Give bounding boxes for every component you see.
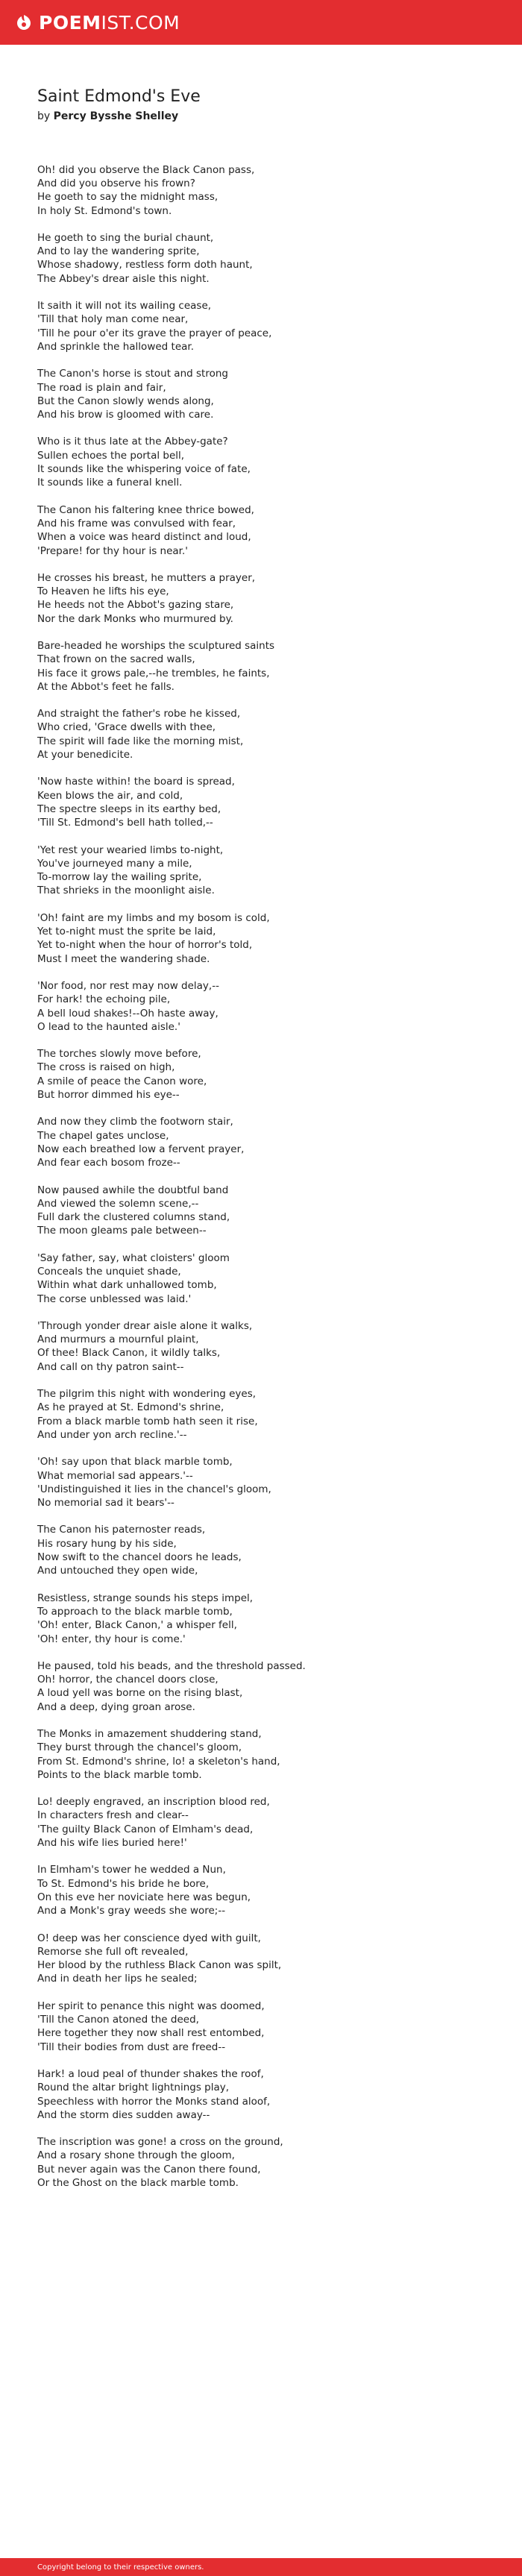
poem-line: Now paused awhile the doubtful band: [37, 1184, 229, 1196]
poem-line: The spectre sleeps in its earthy bed,: [37, 802, 221, 815]
poem-line: And murmurs a mournful plaint,: [37, 1333, 199, 1346]
poem-line: That frown on the sacred walls,: [37, 653, 195, 666]
poem-line: From a black marble tomb hath seen it rise,: [37, 1415, 258, 1427]
poem-stanza: [37, 707, 485, 761]
poem-line: And sprinkle the hallowed tear.: [37, 340, 194, 353]
poem-stanza: [37, 2135, 485, 2190]
poem-line: You've journeyed many a mile,: [37, 857, 192, 870]
poem-line: That shrieks in the moonlight aisle.: [37, 885, 215, 897]
poem-line: It sounds like a funeral knell.: [37, 477, 183, 489]
poem-line: 'Undistinguished it lies in the chancel's gloom,: [37, 1483, 271, 1495]
poem-line: Resistless, strange sounds his steps impel,: [37, 1592, 254, 1604]
poem-line: Oh! horror, the chancel doors close,: [37, 1674, 218, 1686]
poem-stanza: [37, 1592, 485, 1646]
poem-line: And a deep, dying groan arose.: [37, 1700, 195, 1713]
poem-stanza: [37, 1184, 485, 1238]
poem-line: To approach to the black marble tomb,: [37, 1605, 233, 1618]
poem-line: The cross is raised on high,: [37, 1061, 175, 1074]
poem-body: [37, 163, 485, 2190]
poem-line: Who cried, 'Grace dwells with thee,: [37, 721, 216, 734]
poem-line: What memorial sad appears.'--: [37, 1469, 193, 1482]
poem-line: His face it grows pale,--he trembles, he faints,: [37, 667, 270, 679]
poem-stanza: [37, 231, 485, 286]
poem-stanza: [37, 1455, 485, 1510]
poem-line: He paused, told his beads, and the threshold passed.: [37, 1659, 306, 1672]
poem-line: And straight the father's robe he kissed,: [37, 708, 241, 720]
poem-line: Her blood by the ruthless Black Canon was spilt,: [37, 1959, 282, 1972]
poem-stanza: [37, 1387, 485, 1442]
poem-line: O! deep was her conscience dyed with guilt,: [37, 1932, 261, 1944]
poem-line: Hark! a loud peal of thunder shakes the roof,: [37, 2067, 264, 2080]
poem-line: From St. Edmond's shrine, lo! a skeleton's hand,: [37, 1755, 280, 1768]
poem-content: [0, 45, 522, 2225]
poem-line: Or the Ghost on the black marble tomb.: [37, 2177, 239, 2190]
poem-line: And a Monk's gray weeds she wore;--: [37, 1905, 226, 1917]
poem-line: O lead to the haunted aisle.': [37, 1020, 180, 1033]
poem-line: The corse unblessed was laid.': [37, 1292, 192, 1305]
poem-line: And in death her lips he sealed;: [37, 1973, 198, 1985]
poem-line: Remorse she full oft revealed,: [37, 1945, 189, 1958]
by-label: by: [37, 110, 51, 122]
poem-stanza: [37, 1795, 485, 1850]
poem-line: At the Abbot's feet he falls.: [37, 680, 174, 693]
poem-line: Of thee! Black Canon, it wildly talks,: [37, 1347, 221, 1360]
poem-stanza: [37, 844, 485, 898]
poem-line: And his frame was convulsed with fear,: [37, 517, 236, 530]
site-logo[interactable]: [15, 13, 180, 32]
poem-line: And a rosary shone through the gloom,: [37, 2149, 235, 2162]
poem-line: It saith it will not its wailing cease,: [37, 300, 212, 312]
poem-line: 'Say father, say, what cloisters' gloom: [37, 1251, 230, 1264]
poem-line: The Abbey's drear aisle this night.: [37, 272, 210, 285]
poem-line: His rosary hung by his side,: [37, 1537, 177, 1550]
poem-line: Now each breathed low a fervent prayer,: [37, 1143, 245, 1155]
poem-line: Full dark the clustered columns stand,: [37, 1211, 230, 1224]
poem-line: But the Canon slowly wends along,: [37, 395, 214, 407]
poem-line: The chapel gates unclose,: [37, 1129, 169, 1142]
poem-line: Sullen echoes the portal bell,: [37, 449, 185, 462]
poem-line: 'Till their bodies from dust are freed--: [37, 2041, 226, 2053]
poem-line: Lo! deeply engraved, an inscription blood red,: [37, 1796, 270, 1809]
poem-line: On this eve her noviciate here was begun,: [37, 1891, 251, 1903]
site-footer: [0, 2558, 522, 2576]
poem-line: And the storm dies sudden away--: [37, 2108, 210, 2121]
poem-line: Whose shadowy, restless form doth haunt,: [37, 259, 253, 271]
poem-line: Within what dark unhallowed tomb,: [37, 1279, 217, 1292]
poem-line: Yet to-night must the sprite be laid,: [37, 926, 216, 938]
poem-line: He heeds not the Abbot's gazing stare,: [37, 599, 234, 612]
poem-line: When a voice was heard distinct and loud,: [37, 531, 251, 544]
poem-line: 'Till that holy man come near,: [37, 313, 189, 326]
poem-author[interactable]: Percy Bysshe Shelley: [53, 110, 179, 122]
poem-line: The road is plain and fair,: [37, 381, 166, 394]
poem-stanza: [37, 1319, 485, 1374]
poem-line: To St. Edmond's his bride he bore,: [37, 1877, 210, 1890]
poem-line: In characters fresh and clear--: [37, 1809, 189, 1822]
poem-line: And to lay the wandering sprite,: [37, 245, 200, 258]
poem-line: 'Till the Canon atoned the deed,: [37, 2014, 199, 2026]
poem-line: And untouched they open wide,: [37, 1565, 198, 1577]
poem-stanza: [37, 503, 485, 558]
poem-line: A loud yell was borne on the rising blast,: [37, 1687, 243, 1700]
poem-stanza: [37, 911, 485, 966]
poem-line: Here together they now shall rest entombed,: [37, 2027, 265, 2040]
poem-line: In Elmham's tower he wedded a Nun,: [37, 1864, 226, 1876]
poem-stanza: [37, 1047, 485, 1102]
poem-line: And viewed the solemn scene,--: [37, 1197, 199, 1210]
poem-stanza: [37, 435, 485, 489]
poem-line: The moon gleams pale between--: [37, 1225, 207, 1237]
logo-text-bold: POEM: [39, 11, 101, 34]
poem-line: The Canon his faltering knee thrice bowed,: [37, 503, 254, 516]
poem-byline: [37, 110, 485, 123]
poem-line: The inscription was gone! a cross on the ground,: [37, 2136, 283, 2149]
poem-line: Round the altar bright lightnings play,: [37, 2082, 230, 2094]
poem-line: Speechless with horror the Monks stand aloof,: [37, 2095, 271, 2108]
poem-line: Now swift to the chancel doors he leads,: [37, 1551, 242, 1564]
poem-line: The pilgrim this night with wondering eyes,: [37, 1388, 257, 1401]
poem-line: 'Yet rest your wearied limbs to-night,: [37, 844, 224, 856]
poem-line: They burst through the chancel's gloom,: [37, 1741, 242, 1754]
poem-stanza: [37, 1932, 485, 1986]
poem-line: And did you observe his frown?: [37, 177, 195, 189]
poem-line: Nor the dark Monks who murmured by.: [37, 612, 233, 625]
poem-stanza: [37, 1523, 485, 1577]
poem-line: He crosses his breast, he mutters a prayer,: [37, 571, 256, 584]
poem-stanza: [37, 163, 485, 218]
poem-stanza: [37, 1863, 485, 1917]
poem-line: To-morrow lay the wailing sprite,: [37, 871, 202, 884]
poem-line: And call on thy patron saint--: [37, 1360, 184, 1373]
poem-line: 'Till St. Edmond's bell hath tolled,--: [37, 817, 213, 829]
poem-line: The Canon's horse is stout and strong: [37, 368, 228, 380]
poem-line: As he prayed at St. Edmond's shrine,: [37, 1401, 224, 1414]
poem-line: Her spirit to penance this night was doomed,: [37, 1999, 265, 2012]
poem-line: Points to the black marble tomb.: [37, 1768, 202, 1781]
poem-line: 'Prepare! for thy hour is near.': [37, 544, 188, 557]
poem-line: Must I meet the wandering shade.: [37, 952, 210, 965]
poem-line: 'Oh! enter, thy hour is come.': [37, 1633, 186, 1645]
poem-stanza: [37, 1659, 485, 1714]
poem-line: 'Through yonder drear aisle alone it walks,: [37, 1319, 253, 1332]
site-header: [0, 0, 522, 45]
poem-line: In holy St. Edmond's town.: [37, 204, 172, 217]
poem-line: At your benedicite.: [37, 749, 133, 761]
poem-line: The Canon his paternoster reads,: [37, 1524, 206, 1536]
poem-line: Who is it thus late at the Abbey-gate?: [37, 436, 228, 448]
poem-line: Conceals the unquiet shade,: [37, 1265, 181, 1278]
poem-line: Bare-headed he worships the sculptured saints: [37, 640, 275, 652]
poem-stanza: [37, 2067, 485, 2122]
poem-line: But never again was the Canon there found,: [37, 2163, 261, 2176]
poemist-logo-icon: [15, 13, 33, 31]
poem-line: Keen blows the air, and cold,: [37, 789, 183, 802]
poem-title: Saint Edmond's Eve: [37, 87, 201, 106]
poem-line: No memorial sad it bears'--: [37, 1497, 174, 1510]
poem-line: Yet to-night when the hour of horror's told,: [37, 939, 253, 952]
poem-line: The Monks in amazement shuddering stand,: [37, 1728, 262, 1740]
poem-line: 'Till he pour o'er its grave the prayer of peace,: [37, 327, 272, 339]
poem-stanza: [37, 1115, 485, 1169]
poem-line: It sounds like the whispering voice of fate,: [37, 463, 251, 476]
poem-line: For hark! the echoing pile,: [37, 993, 171, 1006]
poem-line: But horror dimmed his eye--: [37, 1089, 180, 1102]
poem-stanza: [37, 1999, 485, 2054]
poem-stanza: [37, 775, 485, 829]
poem-line: And his wife lies buried here!': [37, 1837, 187, 1850]
poem-line: 'Oh! enter, Black Canon,' a whisper fell,: [37, 1619, 237, 1632]
poem-line: 'Now haste within! the board is spread,: [37, 776, 235, 788]
poem-line: The torches slowly move before,: [37, 1048, 201, 1061]
poem-line: 'Oh! faint are my limbs and my bosom is cold,: [37, 911, 270, 924]
logo-text-light: IST.COM: [101, 11, 180, 34]
poem-stanza: [37, 367, 485, 421]
poem-line: 'Nor food, nor rest may now delay,--: [37, 979, 219, 992]
poem-line: A bell loud shakes!--Oh haste away,: [37, 1007, 218, 1020]
poem-stanza: [37, 979, 485, 1034]
poem-line: And under yon arch recline.'--: [37, 1428, 187, 1441]
poem-line: And fear each bosom froze--: [37, 1157, 180, 1169]
poem-stanza: [37, 1727, 485, 1782]
poem-line: Oh! did you observe the Black Canon pass,: [37, 163, 255, 176]
poem-line: The spirit will fade like the morning mist,: [37, 735, 244, 747]
poem-line: He goeth to say the midnight mass,: [37, 191, 218, 204]
poem-line: A smile of peace the Canon wore,: [37, 1075, 207, 1087]
poem-stanza: [37, 299, 485, 354]
poem-stanza: [37, 571, 485, 626]
poem-stanza: [37, 639, 485, 694]
poem-line: To Heaven he lifts his eye,: [37, 585, 169, 598]
poem-line: 'The guilty Black Canon of Elmham's dead,: [37, 1823, 254, 1835]
poem-stanza: [37, 1251, 485, 1306]
poem-line: And now they climb the footworn stair,: [37, 1116, 233, 1128]
poem-line: 'Oh! say upon that black marble tomb,: [37, 1456, 233, 1468]
poem-line: He goeth to sing the burial chaunt,: [37, 231, 214, 244]
poem-line: And his brow is gloomed with care.: [37, 409, 214, 421]
copyright-text: Copyright belong to their respective owners.: [37, 2563, 204, 2572]
